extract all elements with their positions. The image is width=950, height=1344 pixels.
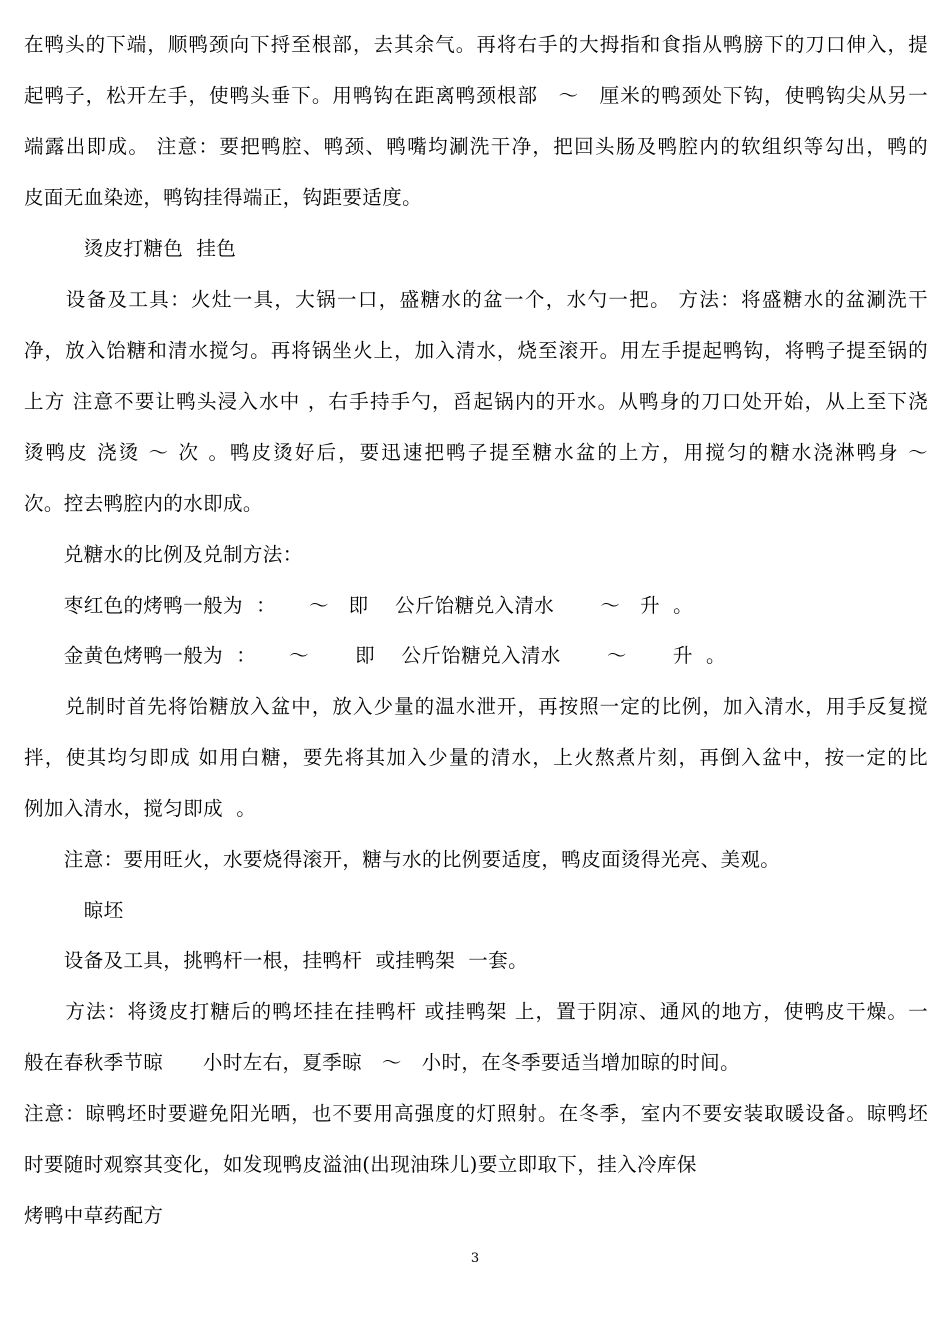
paragraph-line: 净，放入饴糖和清水搅匀。再将锅坐火上，加入清水，烧至滚开。用左手提起鸭钩，将鸭子提至锅的 <box>24 339 928 362</box>
paragraph-line: 端露出即成。 注意：要把鸭腔、鸭颈、鸭嘴均涮洗干净，把回头肠及鸭腔内的软组织等勾出，鸭的 <box>24 135 928 158</box>
paragraph-line: 皮面无血染迹，鸭钩挂得端正，钩距要适度。 <box>24 186 423 209</box>
paragraph-line: 上方 注意不要让鸭头浸入水中 ，右手持手勺，舀起锅内的开水。从鸭身的刀口处开始，从上至下浇 <box>24 390 928 413</box>
paragraph-line: 烫鸭皮 浇烫 ～ 次 。鸭皮烫好后，要迅速把鸭子提至糖水盆的上方，用搅匀的糖水浇淋鸭身 ～ <box>24 441 928 464</box>
note-line: 时要随时观察其变化，如发现鸭皮溢油(出现油珠儿)要立即取下，挂入冷库保 <box>24 1153 697 1176</box>
page-number: 3 <box>470 1251 480 1266</box>
note-line: 注意：要用旺火，水要烧得滚开，糖与水的比例要适度，鸭皮面烫得光亮、美观。 <box>24 848 781 871</box>
section-heading: 晾坯 <box>24 899 124 922</box>
paragraph-line: 在鸭头的下端，顺鸭颈向下捋至根部，去其余气。再将右手的大拇指和食指从鸭膀下的刀口伸入，提 <box>24 33 928 56</box>
paragraph-line: 例加入清水，搅匀即成 。 <box>24 797 257 820</box>
paragraph-line: 设备及工具：火灶一具，大锅一口，盛糖水的盆一个，水勺一把。 方法：将盛糖水的盆涮洗干 <box>24 288 928 311</box>
section-heading: 烫皮打糖色 挂色 <box>24 237 237 260</box>
section-heading: 烤鸭中草药配方 <box>24 1204 164 1227</box>
ratio-line-golden: 金黄色烤鸭一般为 ： ～ 即 公斤饴糖兑入清水 ～ 升 。 <box>24 644 726 667</box>
note-line: 注意：晾鸭坯时要避免阳光晒，也不要用高强度的灯照射。在冬季，室内不要安装取暖设备。晾鸭坯 <box>24 1102 928 1125</box>
paragraph-line: 设备及工具，挑鸭杆一根，挂鸭杆 或挂鸭架 一套。 <box>24 949 528 972</box>
ratio-line-red: 枣红色的烤鸭一般为 ： ～ 即 公斤饴糖兑入清水 ～ 升 。 <box>24 594 694 617</box>
paragraph-line: 次。控去鸭腔内的水即成。 <box>24 492 263 515</box>
paragraph-line: 般在春秋季节晾 小时左右，夏季晾 ～ 小时，在冬季要适当增加晾的时间。 <box>24 1051 740 1074</box>
paragraph-line: 起鸭子，松开左手，使鸭头垂下。用鸭钩在距离鸭颈根部 ～ 厘米的鸭颈处下钩，使鸭钩尖从另一 <box>24 84 928 107</box>
paragraph-line: 兑糖水的比例及兑制方法： <box>24 543 303 566</box>
paragraph-line: 拌，使其均匀即成 如用白糖，要先将其加入少量的清水，上火熬煮片刻，再倒入盆中，按一定的比 <box>24 746 928 769</box>
paragraph-line: 兑制时首先将饴糖放入盆中，放入少量的温水泄开，再按照一定的比例，加入清水，用手反复搅 <box>24 695 928 718</box>
paragraph-line: 方法：将烫皮打糖后的鸭坯挂在挂鸭杆 或挂鸭架 上，置于阴凉、通风的地方，使鸭皮干燥。一 <box>24 1000 928 1023</box>
